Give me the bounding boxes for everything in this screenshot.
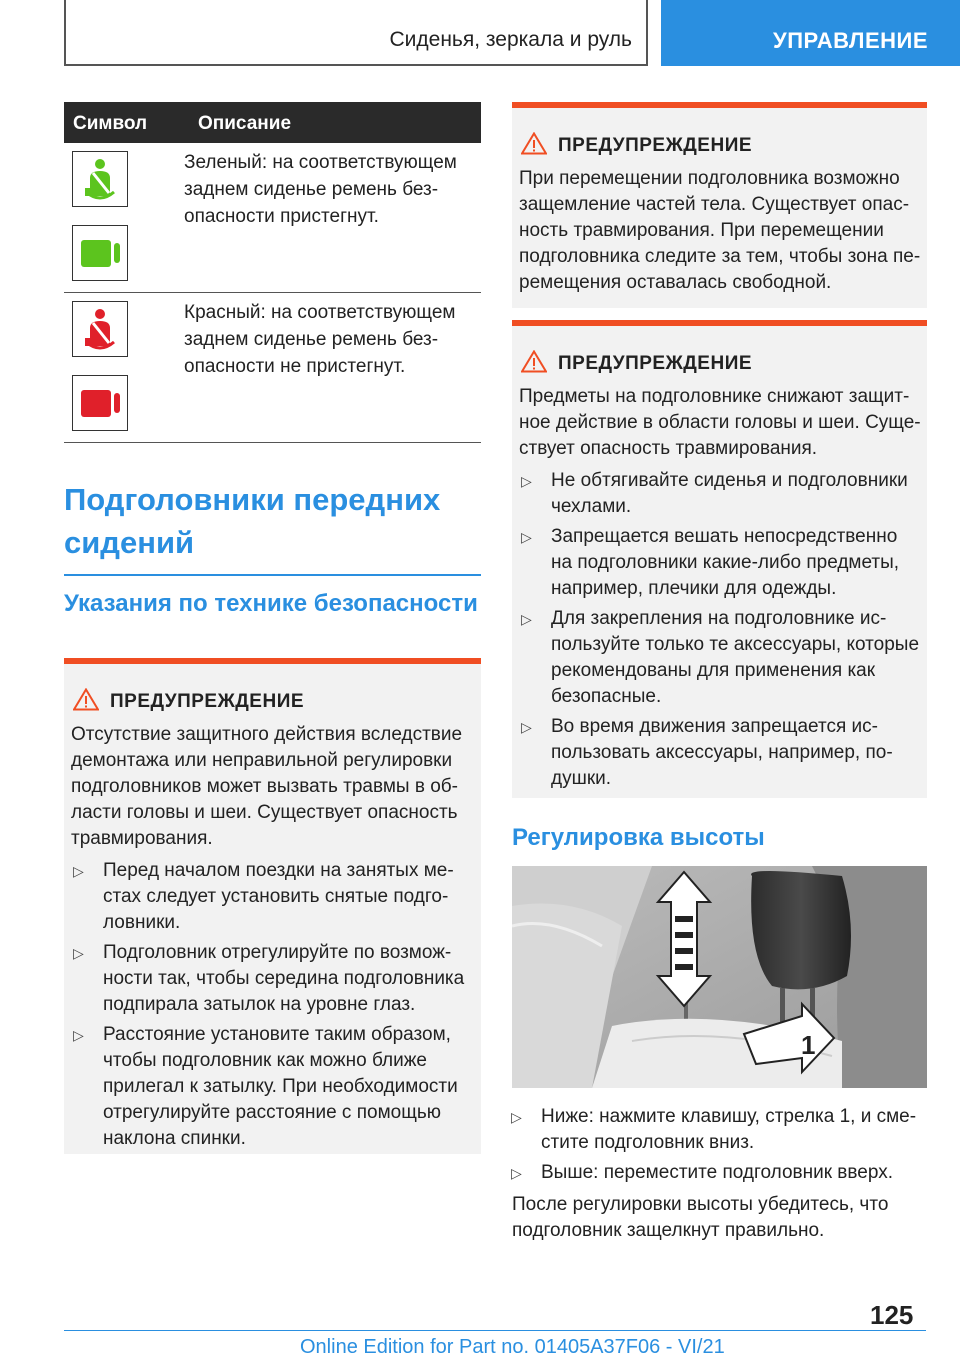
triangle-right-icon: ▷ [521, 473, 532, 489]
header-section-box [64, 0, 648, 66]
page-number: 125 [870, 1300, 914, 1330]
triangle-right-icon: ▷ [521, 719, 532, 735]
closing-paragraph: После регулировки высоты убедитесь, что подголовник защелкнут правильно. [512, 1194, 889, 1241]
triangle-right-icon: ▷ [511, 1109, 522, 1125]
triangle-right-icon: ▷ [521, 529, 532, 545]
seatbelt-icon [72, 151, 128, 207]
height-heading: Регулировка высоты [512, 824, 765, 851]
table-col-description: Описание [198, 113, 292, 134]
footer-edition[interactable]: Online Edition for Part no. 01405A37F06 - VI/21 [300, 1336, 725, 1358]
section-title: Подголовники передних сидений [64, 478, 481, 576]
warning-triangle-icon [521, 350, 547, 373]
table-row [64, 143, 481, 293]
warning-box [512, 102, 927, 308]
warning-text: Отсутствие защитного действия вследствие демонтажа или неправильной регулировки подголовников может вызвать травмы в области головы и шеи. Существует опасность травмирования. [71, 724, 463, 849]
warning-text: Предметы на подголовнике снижают защитное действие в области головы и шеи. Существует опасность травмирования. [519, 386, 921, 459]
list-item: ▷ Подголовник отрегулируйте по возможности так, чтобы середина подголовника подпирала затылок на уровне глаз. [73, 942, 465, 1015]
safety-heading: Указания по технике безопасности [64, 590, 478, 617]
list-item: ▷ Выше: переместите подголовник вверх. [541, 1160, 927, 1186]
warning-triangle-icon [521, 132, 547, 155]
arrow-label: 1 [801, 1030, 816, 1060]
warning-title: ПРЕДУПРЕЖДЕНИЕ [110, 691, 305, 712]
triangle-right-icon: ▷ [73, 1027, 84, 1043]
triangle-right-icon: ▷ [511, 1165, 522, 1181]
list-item: ▷ Ниже: нажмите клавишу, стрелка 1, и сместите подголовник вниз. [511, 1106, 917, 1153]
list-item: ▷ Перед началом поездки на занятых местах следует установить снятые подголовники. [73, 860, 454, 933]
row-description-red: Красный: на соответствующем заднем сиденье ремень безопасности не пристегнут. [184, 302, 456, 377]
table-col-symbol: Символ [73, 113, 148, 134]
warning-title: ПРЕДУПРЕЖДЕНИЕ [558, 353, 753, 374]
list-item: ▷ Во время движения запрещается использовать аксессуары, например, подушки. [521, 716, 893, 789]
triangle-right-icon: ▷ [73, 945, 84, 961]
header-chapter-label: УПРАВЛЕНИЕ [773, 28, 928, 53]
table-header [64, 102, 481, 143]
list-item: ▷ Не обтягивайте сиденья и подголовники чехлами. [521, 470, 908, 517]
warning-title: ПРЕДУПРЕЖДЕНИЕ [558, 135, 753, 156]
header-section-title: Сиденья, зеркала и руль [389, 28, 632, 51]
seat-indicator-icon [72, 375, 128, 431]
triangle-right-icon: ▷ [73, 863, 84, 879]
headrest-illustration [512, 866, 927, 1088]
warning-box [512, 320, 927, 798]
footer-divider [64, 1330, 926, 1331]
seatbelt-icon [72, 301, 128, 357]
header-chapter-tab[interactable] [661, 0, 960, 66]
list-item: ▷ Запрещается вешать непосредственно на подголовники какие-либо предметы, например, плечики для одежды. [521, 526, 900, 599]
warning-text: При перемещении подголовника возможно защемление частей тела. Существует опасность травмирования. При перемещении подголовника следите за тем, чтобы зона перемещения оставалась свободной. [519, 168, 921, 293]
list-item: ▷ Для закрепления на подголовнике используйте только те аксессуары, которые рекомендованы для применения как безопасные. [521, 608, 920, 707]
triangle-right-icon: ▷ [521, 611, 532, 627]
row-description-green: Зеленый: на соответствующем заднем сиденье ремень безопасности пристегнут. [184, 152, 457, 227]
list-item: ▷ Расстояние установите таким образом, чтобы подголовник как можно ближе прилегал к затылку. При необходимости отрегулируйте расстояние с помощью наклона спинки. [73, 1024, 458, 1149]
warning-box [64, 658, 481, 1154]
seat-indicator-icon [72, 225, 128, 281]
warning-triangle-icon [73, 688, 99, 711]
table-row [64, 293, 481, 443]
